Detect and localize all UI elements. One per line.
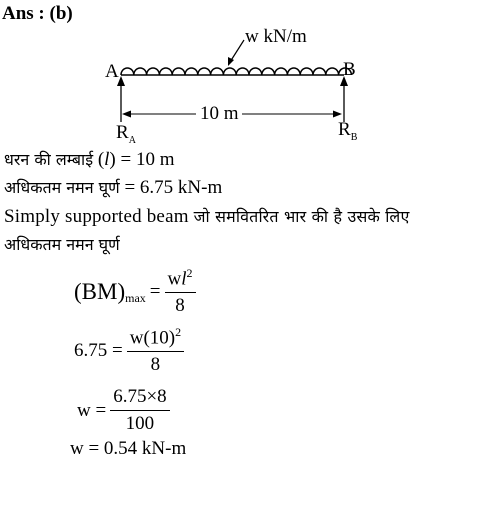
equation-result: w = 0.54 kN-m — [70, 438, 187, 459]
fraction-w10sq-over-8: $\frac{w(10)^2}{8}$ — [127, 325, 184, 376]
span-arrow-left — [122, 111, 131, 118]
answer-label: Ans : (b) — [2, 3, 73, 24]
point-b-label: B — [343, 59, 356, 80]
fraction-675x8-over-100: $\frac{6.75\times 8}{100}$ — [110, 386, 169, 435]
beam-length-line: धरन की लम्बाई (l) = 10 m — [4, 149, 175, 170]
load-pointer — [230, 40, 244, 62]
beam-diagram — [0, 0, 500, 150]
fraction-wl2-over-8: $\frac{wl^2}{8}$ — [165, 266, 196, 317]
reaction-a-label: $R_A$ — [116, 122, 136, 146]
description-line-2: अधिकतम नमन घूर्ण — [4, 235, 120, 254]
load-label: w kN/m — [245, 26, 307, 47]
equation-solve-w: w = $\frac{6.75\times 8}{100}$ — [77, 386, 170, 435]
max-moment-line: अधिकतम नमन घूर्ण = 6.75 kN-m — [4, 177, 223, 198]
description-line: Simply supported beam जो समवितरित भार की है उसके लिए — [4, 206, 410, 227]
span-label: 10 m — [200, 103, 239, 124]
span-arrow-right — [333, 111, 342, 118]
equation-substitution: 6.75 = $\frac{w(10)^2}{8}$ — [74, 325, 184, 376]
reaction-b-label: $R_B$ — [338, 119, 358, 143]
load-pointer-head — [228, 57, 234, 66]
equation-bm-max: (BM) max = $\frac{wl^2}{8}$ — [74, 266, 196, 317]
point-a-label: A — [105, 61, 119, 82]
distributed-load-arcs — [121, 68, 351, 75]
